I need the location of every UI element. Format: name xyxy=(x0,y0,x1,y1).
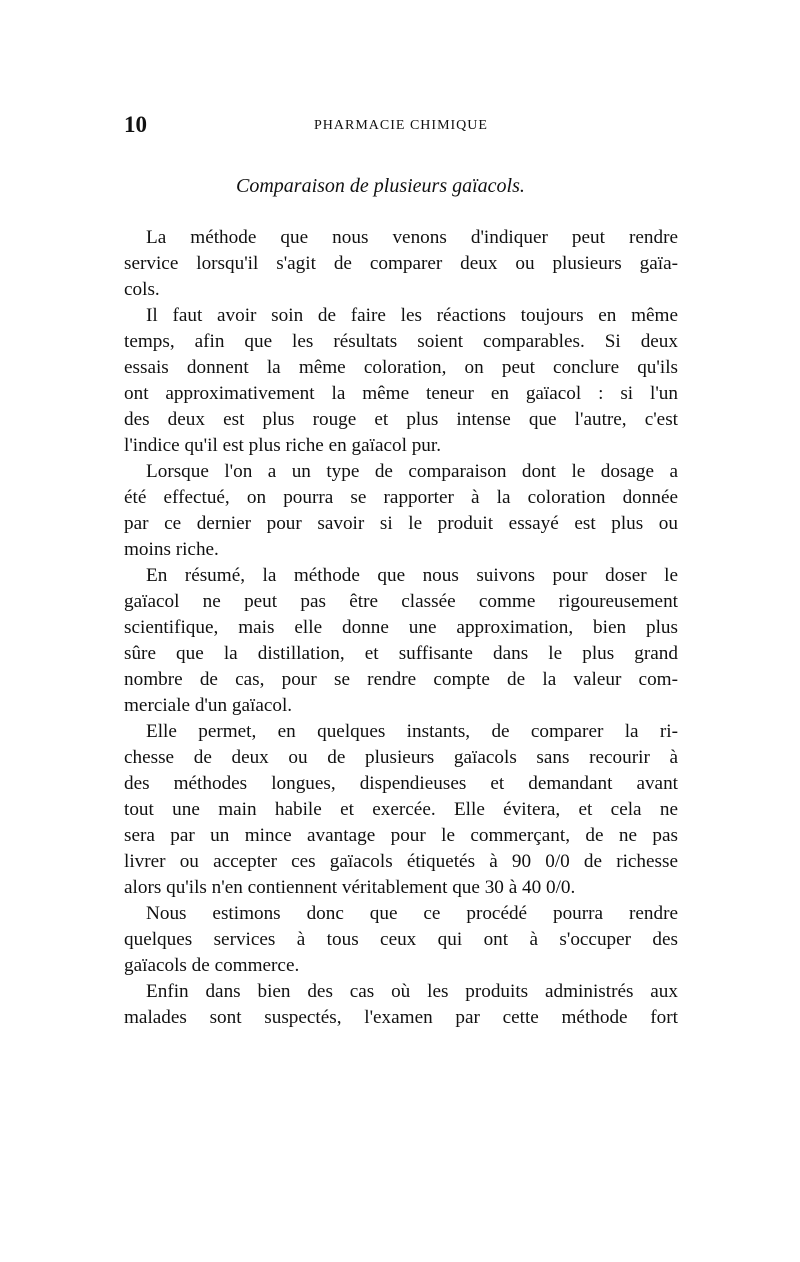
text-line: gaïacol ne peut pas être classée comme rigoureusement xyxy=(124,591,678,612)
text-line: Elle permet, en quelques instants, de comparer la ri- xyxy=(146,721,678,742)
book-page xyxy=(124,112,678,1031)
text-line: essais donnent la même coloration, on peut conclure qu'ils xyxy=(124,357,678,378)
text-line: chesse de deux ou de plusieurs gaïacols sans recourir à xyxy=(124,747,678,768)
paragraph xyxy=(124,303,678,459)
text-line: Nous estimons donc que ce procédé pourra rendre xyxy=(146,903,678,924)
paragraph xyxy=(124,979,678,1031)
text-line: scientifique, mais elle donne une approximation, bien plus xyxy=(124,617,678,638)
text-line: merciale d'un gaïacol. xyxy=(124,695,293,716)
paragraph xyxy=(124,225,678,303)
text-line: nombre de cas, pour se rendre compte de la valeur com- xyxy=(124,669,678,690)
text-line: l'indice qu'il est plus riche en gaïacol pur. xyxy=(124,435,442,456)
paragraph xyxy=(124,563,678,719)
text-line: été effectué, on pourra se rapporter à la coloration donnée xyxy=(124,487,678,508)
body-text xyxy=(124,225,678,1031)
text-line: gaïacols de commerce. xyxy=(124,955,300,976)
text-line: tout une main habile et exercée. Elle évitera, et cela ne xyxy=(124,799,678,820)
text-line: sûre que la distillation, et suffisante dans le plus grand xyxy=(124,643,678,664)
text-line: moins riche. xyxy=(124,539,219,560)
text-line: temps, afin que les résultats soient comparables. Si deux xyxy=(124,331,678,352)
text-line: alors qu'ils n'en contiennent véritablement que 30 à 40 0/0. xyxy=(124,877,576,898)
text-line: malades sont suspectés, l'examen par cette méthode fort xyxy=(124,1007,678,1028)
text-line: service lorsqu'il s'agit de comparer deux ou plusieurs gaïa- xyxy=(124,253,678,274)
text-line: sera par un mince avantage pour le commerçant, de ne pas xyxy=(124,825,678,846)
text-line: cols. xyxy=(124,279,160,300)
text-line: La méthode que nous venons d'indiquer peut rendre xyxy=(146,227,678,248)
page-number: 10 xyxy=(124,112,147,137)
text-line: En résumé, la méthode que nous suivons pour doser le xyxy=(146,565,678,586)
running-head: PHARMACIE CHIMIQUE xyxy=(314,118,488,133)
text-line: des méthodes longues, dispendieuses et demandant avant xyxy=(124,773,678,794)
paragraph xyxy=(124,719,678,901)
text-line: des deux est plus rouge et plus intense que l'autre, c'est xyxy=(124,409,678,430)
text-line: livrer ou accepter ces gaïacols étiquetés à 90 0/0 de richesse xyxy=(124,851,678,872)
text-line: quelques services à tous ceux qui ont à s'occuper des xyxy=(124,929,678,950)
text-line: Il faut avoir soin de faire les réactions toujours en même xyxy=(146,305,678,326)
page-header xyxy=(124,112,678,148)
paragraph xyxy=(124,901,678,979)
text-line: Lorsque l'on a un type de comparaison dont le dosage a xyxy=(146,461,678,482)
paragraph xyxy=(124,459,678,563)
text-line: par ce dernier pour savoir si le produit essayé est plus ou xyxy=(124,513,678,534)
text-line: Enfin dans bien des cas où les produits administrés aux xyxy=(146,981,678,1002)
section-title: Comparaison de plusieurs gaïacols. xyxy=(236,175,525,197)
text-line: ont approximativement la même teneur en gaïacol : si l'un xyxy=(124,383,678,404)
